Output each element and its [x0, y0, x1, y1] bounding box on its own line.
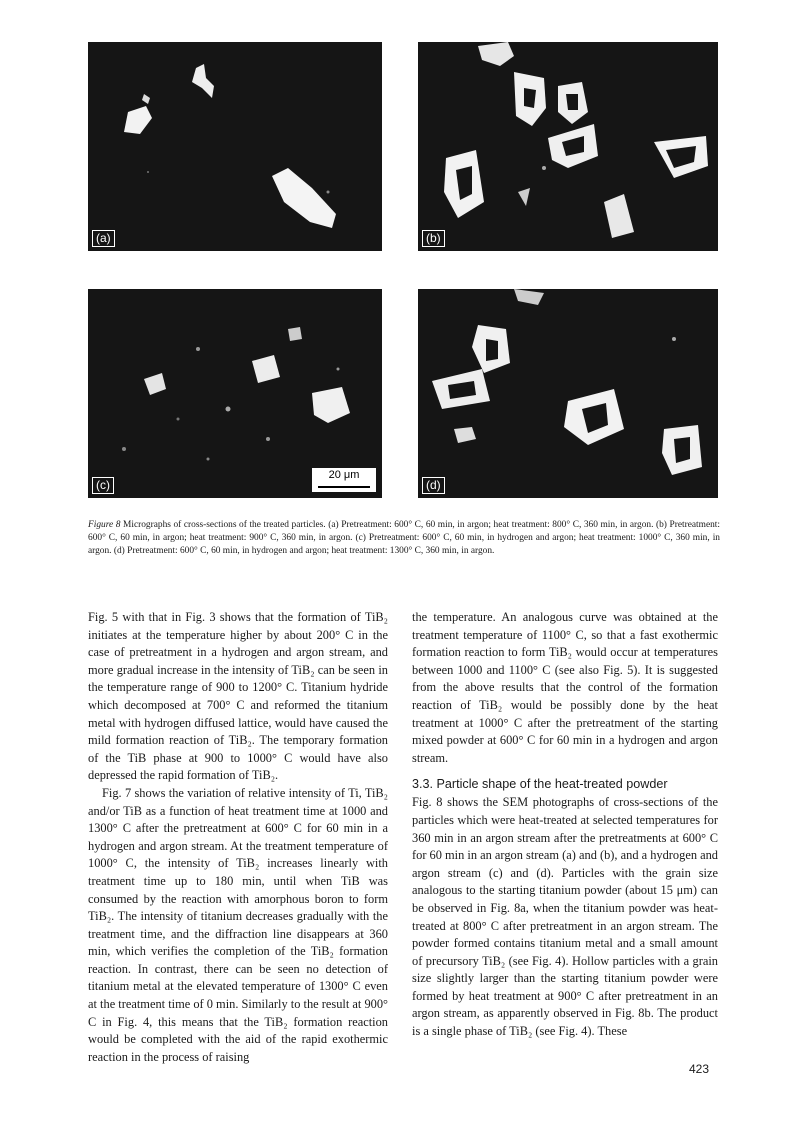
- page-number: 423: [689, 1062, 710, 1076]
- left-column: [88, 609, 388, 1066]
- right-paragraph-2: Fig. 8 shows the SEM photographs of cross-sections of the particles which were heat-treated at selected temperatures for 360 min in an argon stream after the pretreatments at 600° C for 60 min in an argon stream (a) and (b), and a hydrogen and argon stream (c) and (d). Particles with the grain size analogous to the starting titanium powder (about 15 μm) can be observed in Fig. 8a, when the titanium powder was heat-treated at 800° C after pretreatment in an argon stream. The powder formed contains titanium metal and a small amount of precursory TiB₂ (see Fig. 4). Hollow particles with a grain size slightly larger than the starting titanium powder were formed by heat treatment at 900° C after pretreatment in an argon stream, as apparently observed in Fig. 8b. The product is a single phase of TiB₂ (see Fig. 4). These: [412, 795, 718, 1039]
- section-heading: 3.3. Particle shape of the heat-treated powder: [412, 777, 668, 792]
- panel-label-a: (a): [92, 230, 115, 247]
- scale-bar-label: 20 μm: [328, 469, 360, 481]
- left-paragraph-1: Fig. 5 with that in Fig. 3 shows that the formation of TiB₂ initiates at the temperature higher by about 200° C in the case of pretreatment in a hydrogen and argon stream, and more gradual increase in the intensity of TiB₂ can be seen in the temperature range of 900 to 1200° C. Titanium hydride which decomposed at 700° C and reformed the titanium metal with hydrogen diffused lattice, would have caused the mild formation reaction of TiB₂. The temporary formation of the TiB phase at 900 to 1000° C would have also depressed the rapid formation of TiB₂.: [88, 610, 388, 783]
- panel-label-d: (d): [422, 477, 445, 494]
- figure-caption: [88, 519, 720, 559]
- right-column: [412, 609, 718, 1041]
- micrograph-a: [88, 42, 382, 251]
- figure-caption-label: Figure 8: [88, 520, 121, 530]
- micrograph-b-image: [418, 42, 718, 251]
- panel-label-b: (b): [422, 230, 445, 247]
- micrograph-d: [418, 289, 718, 498]
- scale-bar-line: [318, 486, 370, 488]
- micrograph-a-image: [88, 42, 382, 251]
- figure-caption-text: Micrographs of cross-sections of the treated particles. (a) Pretreatment: 600° C, 60 min, in argon; heat treatment: 800° C, 360 min, in argon. (b) Pretreatment: 600° C, 60 min, in argon; heat treatment: 900° C, 360 min, in argon. (c) Pretreatment: 600° C, 60 min, in hydrogen and argon; heat treatment: 1000° C, 360 min, in argon. (d) Pretreatment: 600° C, 60 min, in hydrogen and argon; heat treatment: 1300° C, 360 min, in argon.: [88, 520, 720, 557]
- micrograph-c: [88, 289, 382, 498]
- micrograph-c-image: [88, 289, 382, 498]
- scale-bar: [312, 468, 376, 492]
- panel-label-c: (c): [92, 477, 114, 494]
- right-paragraph-1: the temperature. An analogous curve was obtained at the treatment temperature of 1100° C, so that a fast exothermic formation reaction to form TiB₂ would occur at temperatures between 1000 and 1100° C (see also Fig. 5). It is suggested from the above results that the control of the formation reaction of TiB₂ would be possibly done by the heat treatment at 1000° C after the pretreatment of the starting mixed powder at 600° C for 60 min in a hydrogen and argon stream.: [412, 610, 718, 765]
- micrograph-d-image: [418, 289, 718, 498]
- left-paragraph-2: Fig. 7 shows the variation of relative intensity of Ti, TiB₂ and/or TiB as a function of heat treatment time at 1000 and 1300° C after the pretreatment at 600° C for 60 min in a hydrogen and argon stream. At the treatment temperature of 1000° C, the intensity of TiB₂ increases linearly with treatment time up to 180 min, until when TiB was consumed by the reaction with amorphous boron to form TiB₂. The intensity of titanium decreases gradually with the treatment time, and the diffraction line disappears at 360 min, which verifies the completion of the TiB₂ formation reaction. In contrast, there can be seen no detection of titanium metal at the elevated temperature of 1300° C even at the treatment time of 0 min. Similarly to the result at 900° C in Fig. 4, this means that the TiB₂ formation reaction would be completed with the aid of the rapid exothermic reaction in the process of raising: [88, 785, 388, 1064]
- micrograph-b: [418, 42, 718, 251]
